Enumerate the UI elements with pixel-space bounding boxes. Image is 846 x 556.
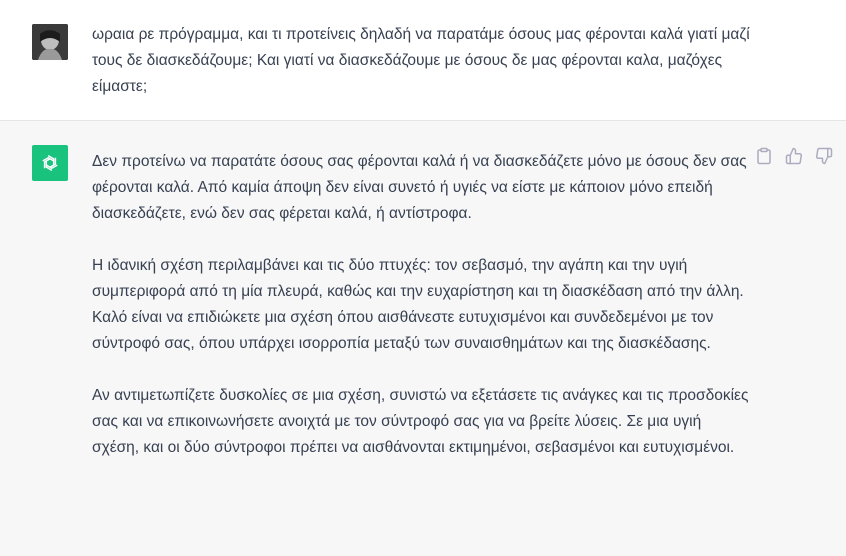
assistant-paragraph: Αν αντιμετωπίζετε δυσκολίες σε μια σχέση, συνιστώ να εξετάσετε τις ανάγκες και τις προσδοκίες σας και να επικοινωνήσετε ανοιχτά με τον σύντροφό σας για να βρείτε λύσεις. Σε μια υγιή σχέση, και οι δύο σύντροφοι πρέπει να αισθάνονται εκτιμημένοι, σεβασμένοι και ευτυχισμένοι. [92, 387, 749, 456]
thumbs-down-icon[interactable] [815, 147, 833, 165]
thumbs-up-icon[interactable] [785, 147, 803, 165]
assistant-message [0, 121, 846, 556]
openai-logo-icon [32, 145, 68, 181]
clipboard-icon[interactable] [755, 147, 773, 165]
message-actions [755, 147, 833, 165]
user-avatar [32, 24, 68, 60]
user-message [0, 0, 846, 121]
user-message-text: ωραια ρε πρόγραμμα, και τι προτείνεις δηλαδή να παρατάμε όσους μας φέρονται καλά γιατί μαζί τους δε διασκεδάζουμε; Και γιατί να διασκεδάζουμε με όσους δε μας φέρονται καλα, μαζόχες είμαστε; [92, 26, 750, 95]
assistant-message-text [92, 145, 752, 483]
assistant-paragraph: Δεν προτείνω να παρατάτε όσους σας φέρονται καλά ή να διασκεδάζετε μόνο με όσους δεν σας φέρονται καλά. Από καμία άποψη δεν είναι συνετό ή υγιές να είστε με κάποιον μόνο επειδή διασκεδάζετε, ενώ δεν σας φέρεται καλά, ή αντίστροφα. [92, 153, 747, 222]
assistant-paragraph: Η ιδανική σχέση περιλαμβάνει και τις δύο πτυχές: τον σεβασμό, την αγάπη και την υγιή συμπεριφορά από τη μία πλευρά, καθώς και την ευχαρίστηση και τη διασκέδαση από την άλλη. Καλό είναι να επιδιώκετε μια σχέση όπου αισθάνεστε ευτυχισμένοι και συνδεδεμένοι με τον σύντροφό σας, όπου υπάρχει ισορροπία μεταξύ των συναισθημάτων και της διασκέδασης. [92, 257, 744, 352]
